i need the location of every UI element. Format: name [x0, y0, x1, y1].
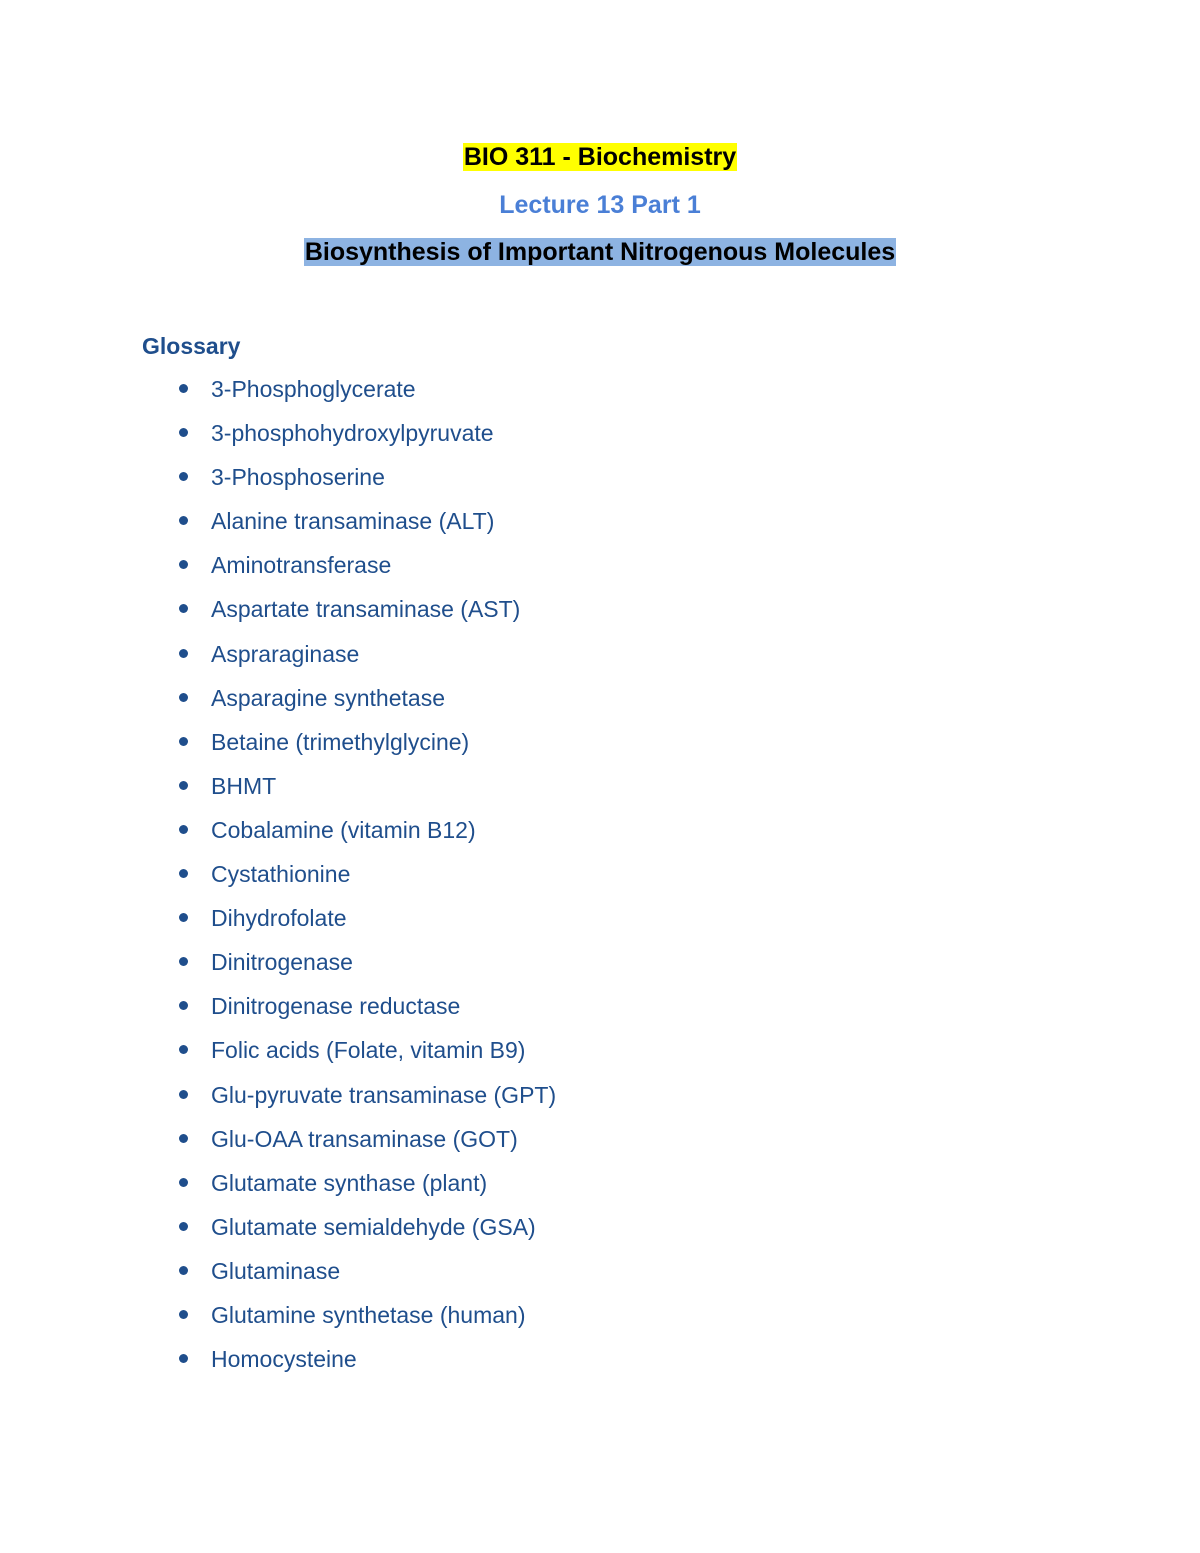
bullet-icon — [179, 869, 188, 878]
bullet-icon — [179, 1090, 188, 1099]
bullet-icon — [179, 649, 188, 658]
glossary-term: Glu-OAA transaminase (GOT) — [211, 1125, 518, 1152]
glossary-term: Aspartate transaminase (AST) — [211, 596, 521, 623]
list-item — [0, 1343, 1000, 1387]
list-item — [0, 902, 1000, 946]
bullet-icon — [179, 1310, 188, 1319]
bullet-icon — [179, 428, 188, 437]
glossary-list — [0, 373, 1000, 1387]
bullet-icon — [179, 693, 188, 702]
glossary-term: Homocysteine — [211, 1346, 357, 1373]
glossary-term: 3-Phosphoserine — [211, 464, 385, 491]
glossary-term: BHMT — [211, 772, 277, 799]
topic-title-text: Biosynthesis of Important Nitrogenous Molecules — [304, 238, 896, 266]
bullet-icon — [179, 1001, 188, 1010]
list-item — [0, 726, 1000, 770]
course-title-text: BIO 311 - Biochemistry — [463, 143, 737, 171]
list-item — [0, 682, 1000, 726]
list-item — [0, 1034, 1000, 1078]
bullet-icon — [179, 472, 188, 481]
glossary-term: Alanine transaminase (ALT) — [211, 508, 495, 535]
bullet-icon — [179, 957, 188, 966]
list-item — [0, 814, 1000, 858]
list-item — [0, 638, 1000, 682]
list-item — [0, 1079, 1000, 1123]
glossary-term: Cobalamine (vitamin B12) — [211, 816, 476, 843]
glossary-term: Aspraraginase — [211, 640, 360, 667]
glossary-term: 3-phosphohydroxylpyruvate — [211, 420, 494, 447]
list-item — [0, 1123, 1000, 1167]
glossary-term: Betaine (trimethylglycine) — [211, 728, 470, 755]
glossary-heading: Glossary — [142, 333, 241, 359]
bullet-icon — [179, 913, 188, 922]
bullet-icon — [179, 560, 188, 569]
glossary-term: Aminotransferase — [211, 552, 392, 579]
list-item — [0, 549, 1000, 593]
glossary-term: Dinitrogenase — [211, 949, 353, 976]
glossary-term: Glutaminase — [211, 1257, 341, 1284]
list-item — [0, 1167, 1000, 1211]
list-item — [0, 1299, 1000, 1343]
glossary-term: Glutamine synthetase (human) — [211, 1301, 526, 1328]
glossary-term: Glu-pyruvate transaminase (GPT) — [211, 1081, 557, 1108]
list-item — [0, 417, 1000, 461]
bullet-icon — [179, 781, 188, 790]
list-item — [0, 858, 1000, 902]
bullet-icon — [179, 604, 188, 613]
glossary-term: Glutamate semialdehyde (GSA) — [211, 1213, 536, 1240]
bullet-icon — [179, 1045, 188, 1054]
glossary-term: Dihydrofolate — [211, 905, 347, 932]
glossary-term: Folic acids (Folate, vitamin B9) — [211, 1037, 526, 1064]
bullet-icon — [179, 1222, 188, 1231]
list-item — [0, 770, 1000, 814]
list-item — [0, 946, 1000, 990]
bullet-icon — [179, 516, 188, 525]
bullet-icon — [179, 1354, 188, 1363]
list-item — [0, 593, 1000, 637]
list-item — [0, 1211, 1000, 1255]
bullet-icon — [179, 737, 188, 746]
topic-title — [0, 236, 1200, 268]
glossary-term: Glutamate synthase (plant) — [211, 1169, 488, 1196]
list-item — [0, 505, 1000, 549]
list-item — [0, 461, 1000, 505]
bullet-icon — [179, 1266, 188, 1275]
glossary-term: Asparagine synthetase — [211, 684, 445, 711]
glossary-term: Cystathionine — [211, 861, 351, 888]
bullet-icon — [179, 384, 188, 393]
bullet-icon — [179, 825, 188, 834]
list-item — [0, 1255, 1000, 1299]
glossary-term: Dinitrogenase reductase — [211, 993, 461, 1020]
bullet-icon — [179, 1134, 188, 1143]
list-item — [0, 373, 1000, 417]
glossary-term: 3-Phosphoglycerate — [211, 376, 416, 402]
lecture-title: Lecture 13 Part 1 — [499, 191, 701, 219]
bullet-icon — [179, 1178, 188, 1187]
course-title — [0, 141, 1200, 173]
list-item — [0, 990, 1000, 1034]
